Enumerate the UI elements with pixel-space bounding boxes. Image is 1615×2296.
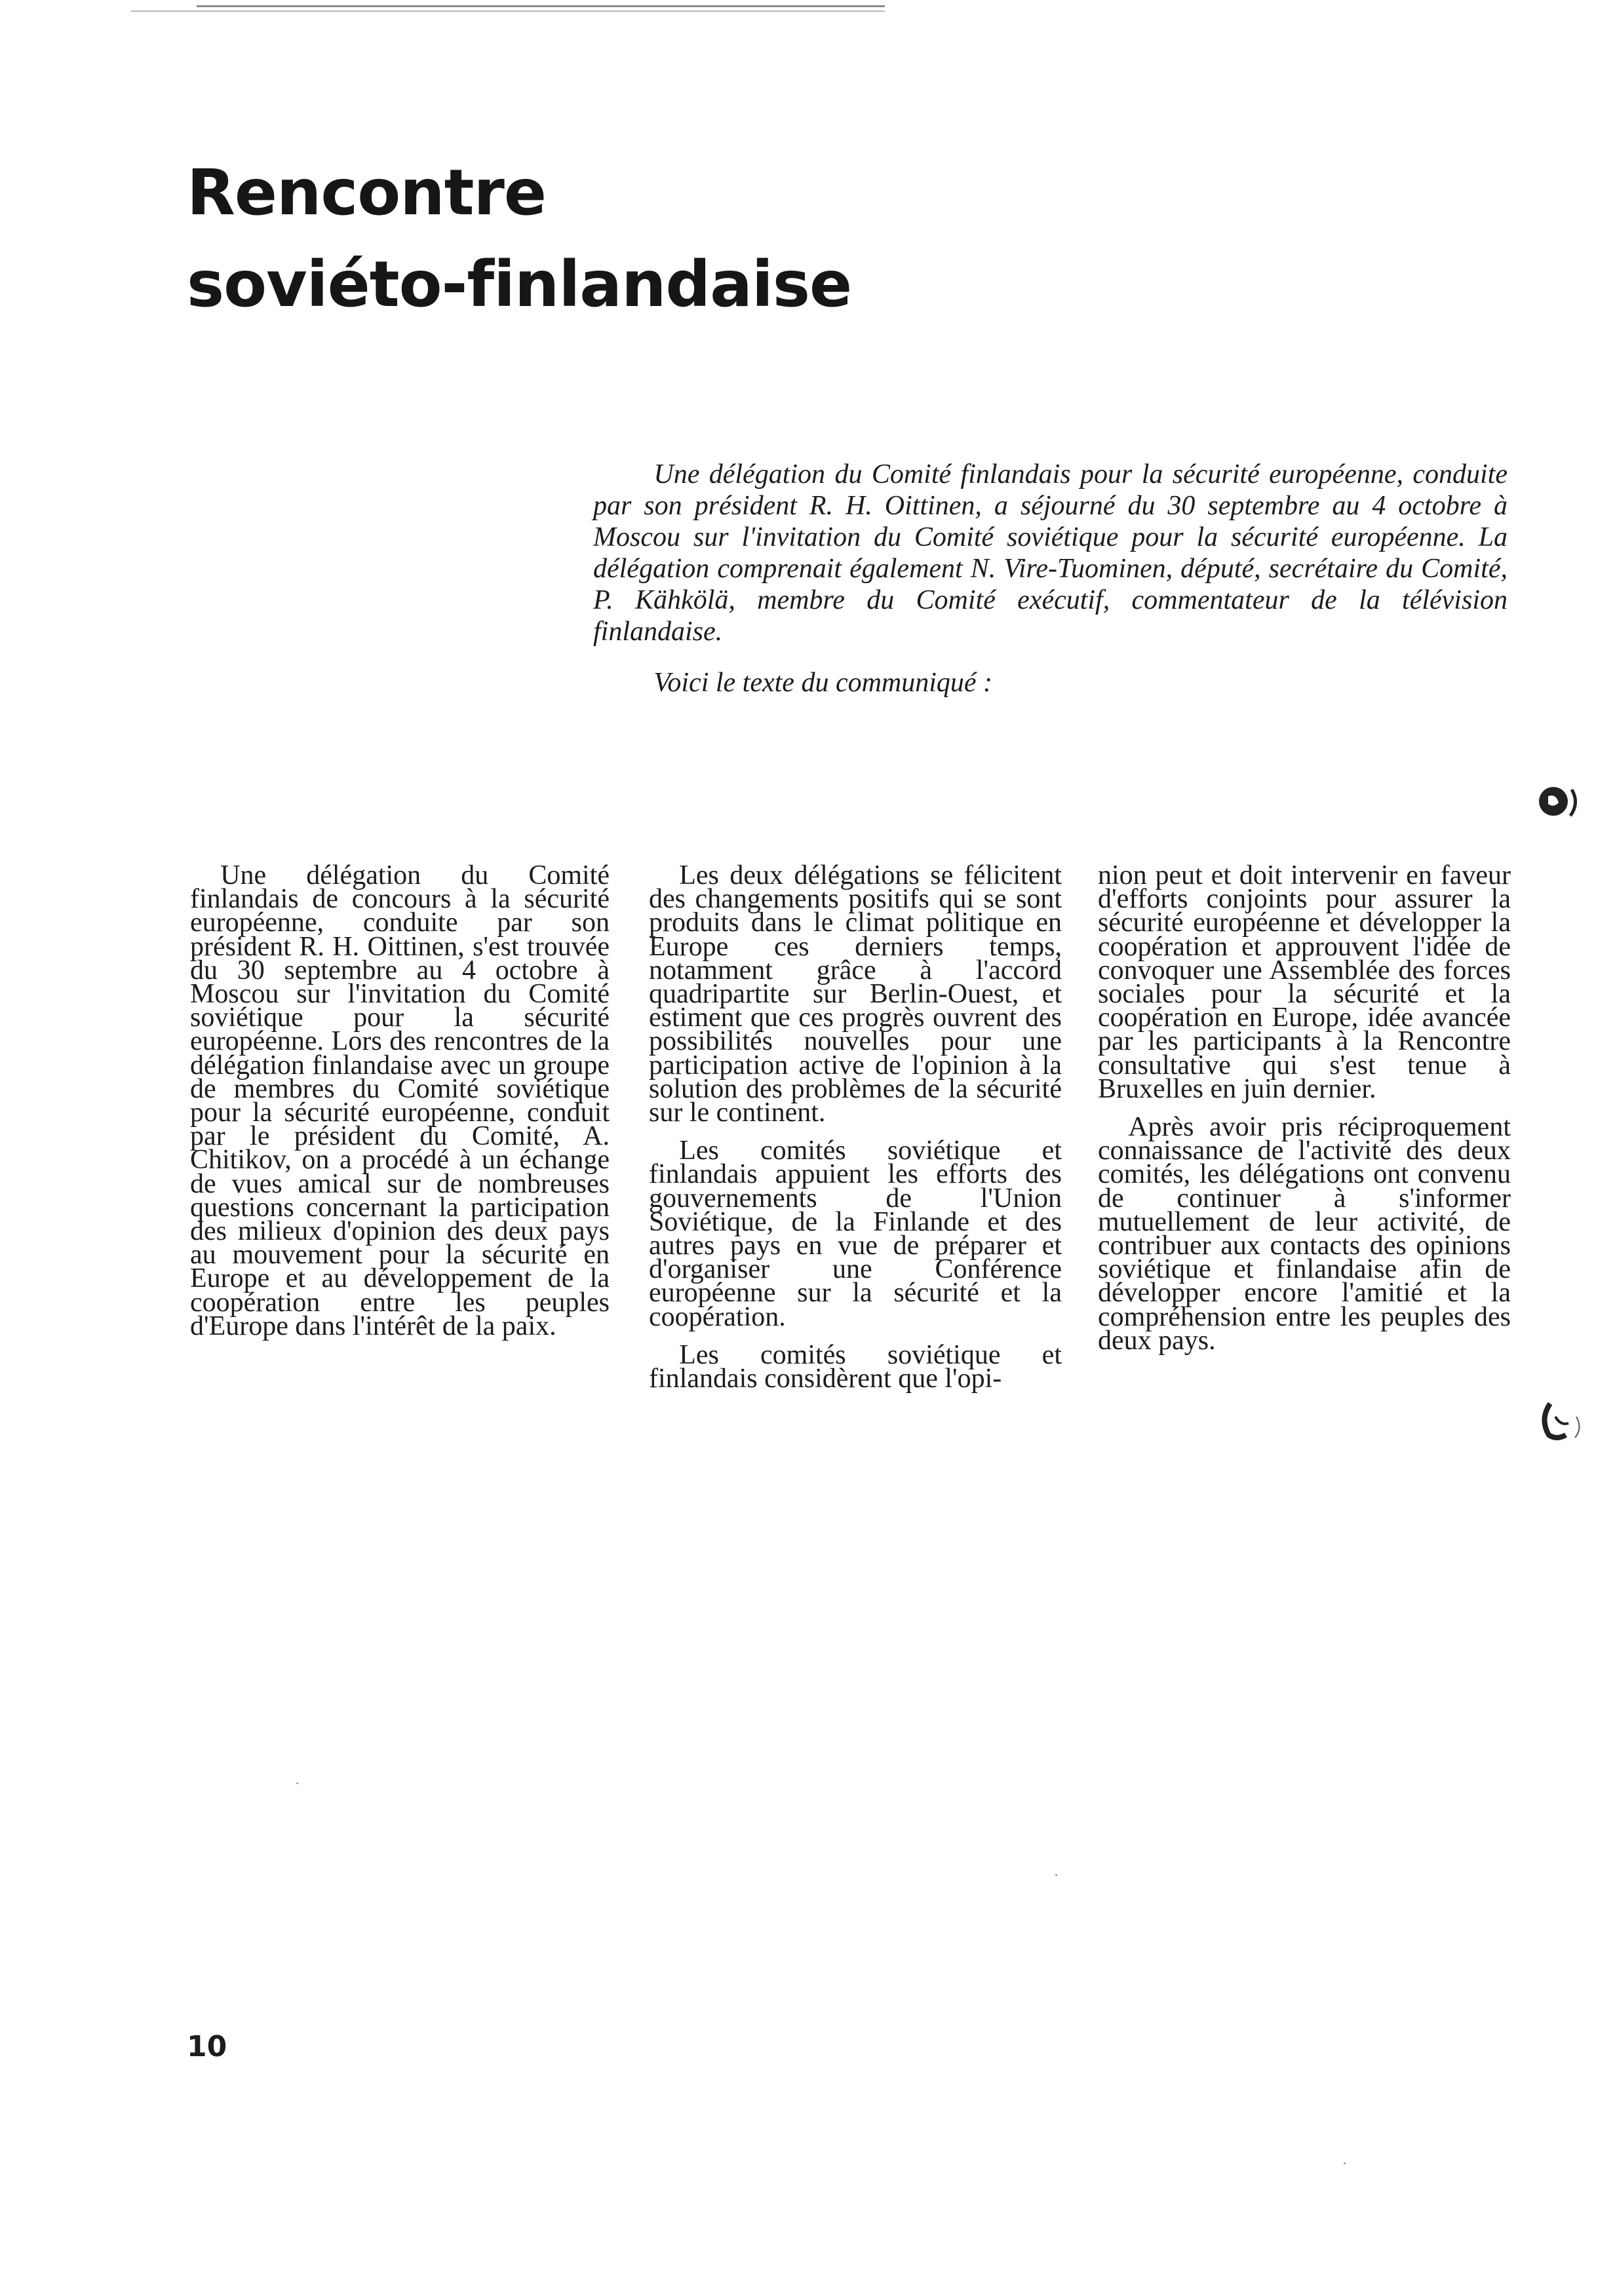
column-2-paragraph-2: Les comités soviétique et finlandais appuient les efforts des gouvernements de l'Union Soviétique, de la Finlande et des autres pays en vue de préparer et d'organiser une Conférence européenne sur la sécurité et la coopération. <box>649 1136 1062 1332</box>
communique-lead: Voici le texte du communiqué : <box>653 668 993 698</box>
page-number: 10 <box>187 2030 227 2063</box>
paper-speck <box>1344 2162 1346 2164</box>
column-1-paragraph-1: Une délégation du Comité finlandais de concours à la sécurité européenne, conduite par son président R. H. Oittinen, s'est trouvée du 30 septembre au 4 octobre à Moscou sur l'invitation du Comité soviétique pour la sécurité européenne. Lors des rencontres de la délégation finlandaise avec un groupe de membres du Comité soviétique pour la sécurité européenne, conduit par le président du Comité, A. Chitikov, on a procédé à un échange de vues amical sur de nombreuses questions concernant la participation des milieux d'opinion des deux pays au mouvement pour la sécurité en Europe et au développement de la coopération entre les peuples d'Europe dans l'intérêt de la paix. <box>190 860 610 1341</box>
column-1 <box>190 860 610 1341</box>
column-3-paragraph-1: nion peut et doit intervenir en faveur d'efforts conjoints pour assurer la sécurité européenne et développer la coopération et approuvent l'idée de convoquer une Assemblée des forces sociales pour la sécurité et la coopération en Europe, idée avancée par les participants à la Rencontre consultative qui s'est tenue à Bruxelles en juin dernier. <box>1098 860 1511 1104</box>
top-rule <box>197 5 885 7</box>
intro-block <box>593 459 1508 698</box>
column-3 <box>1098 860 1511 1356</box>
column-3-paragraph-2: Après avoir pris réciproquement connaissance de l'activité des deux comités, les délégations ont convenu de continuer à s'informer mutuellement de leur activité, de contribuer aux contacts des opinions soviétique et finlandaise afin de développer encore l'amitié et la compréhension entre les peuples des deux pays. <box>1098 1112 1511 1356</box>
punch-hole-mark-bottom <box>1537 1397 1589 1446</box>
intro-paragraph: Une délégation du Comité finlandais pour la sécurité européenne, conduite par son président R. H. Oittinen, a séjourné du 30 septembre au 4 octobre à Moscou sur l'invitation du Comité soviétique pour la sécurité européenne. La délégation comprenait également N. Vire-Tuominen, député, secrétaire du Comité, P. Kähkölä, membre du Comité exécutif, commentateur de la télévision finlandaise. <box>593 459 1508 647</box>
column-2-paragraph-3: Les comités soviétique et finlandais considèrent que l'opi- <box>649 1339 1062 1394</box>
paper-speck <box>296 1782 298 1784</box>
top-rule-faint <box>131 10 885 12</box>
punch-hole-mark-top <box>1534 776 1583 826</box>
column-2-paragraph-1: Les deux délégations se félicitent des changements positifs qui se sont produits dans le climat politique en Europe ces derniers temps, notamment grâce à l'accord quadripartite sur Berlin-Ouest, et estiment que ces progrès ouvrent des possibilités nouvelles pour une participation active de l'opinion à la solution des problèmes de la sécurité sur le continent. <box>649 860 1062 1128</box>
column-2 <box>649 860 1062 1394</box>
article-title <box>187 147 1104 330</box>
paper-speck <box>1055 1874 1057 1876</box>
title-line-2: soviéto-finlandaise <box>187 248 852 322</box>
title-line-1: Rencontre <box>187 156 546 230</box>
